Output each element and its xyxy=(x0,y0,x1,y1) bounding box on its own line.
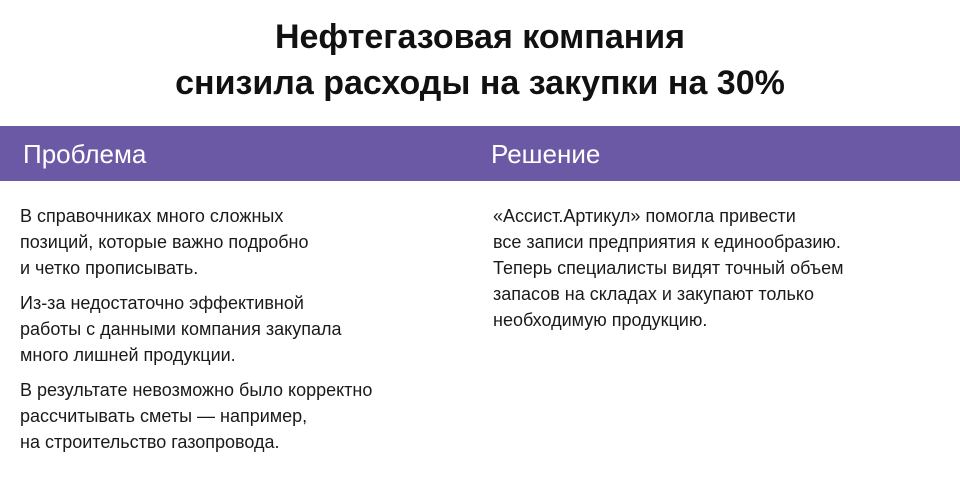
problem-paragraph-3 xyxy=(20,377,460,455)
text-line: на строительство газопровода. xyxy=(20,432,280,452)
text-line: работы с данными компания закупала xyxy=(20,319,342,339)
text-line: и четко прописывать. xyxy=(20,258,199,278)
text-line: необходимую продукцию. xyxy=(493,310,708,330)
text-line: много лишней продукции. xyxy=(20,345,236,365)
page-title-line-2: снизила расходы на закупки на 30% xyxy=(175,64,785,102)
solution-heading: Решение xyxy=(491,139,601,169)
text-line: все записи предприятия к единообразию. xyxy=(493,232,841,252)
text-line: Теперь специалисты видят точный объем xyxy=(493,258,844,278)
column-header-band xyxy=(0,126,960,181)
problem-paragraph-1 xyxy=(20,203,460,281)
text-line: запасов на складах и закупают только xyxy=(493,284,814,304)
text-line: Из-за недостаточно эффективной xyxy=(20,293,304,313)
text-line: «Ассист.Артикул» помогла привести xyxy=(493,206,796,226)
solution-paragraph-1 xyxy=(493,203,943,333)
problem-heading: Проблема xyxy=(23,139,147,169)
solution-column xyxy=(493,203,943,342)
text-line: позиций, которые важно подробно xyxy=(20,232,309,252)
text-line: В справочниках много сложных xyxy=(20,206,284,226)
problem-paragraph-2 xyxy=(20,290,460,368)
text-line: рассчитывать сметы — например, xyxy=(20,406,308,426)
problem-column xyxy=(20,203,460,464)
page-title-line-1: Нефтегазовая компания xyxy=(274,18,686,56)
text-line: В результате невозможно было корректно xyxy=(20,380,373,400)
page-title xyxy=(0,14,960,106)
